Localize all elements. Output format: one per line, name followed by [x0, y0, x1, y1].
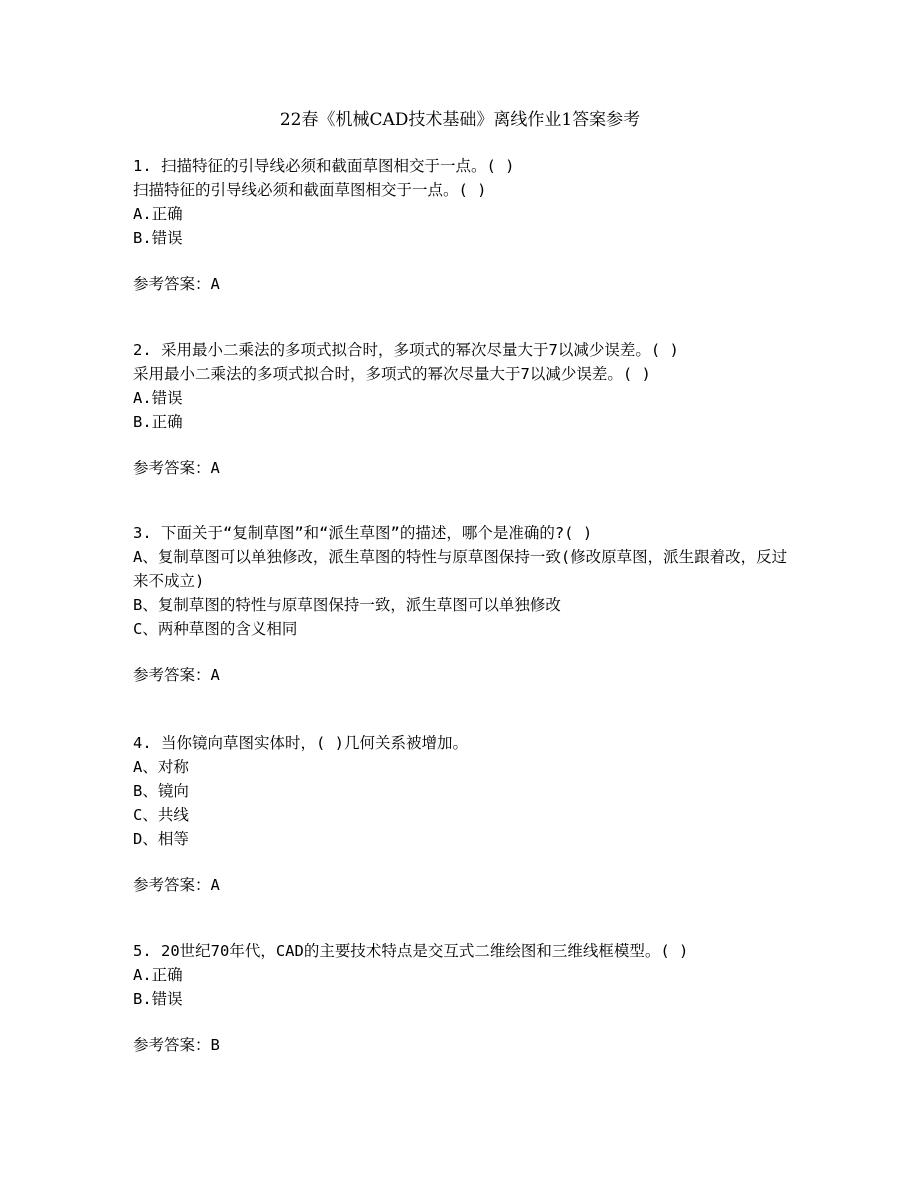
option-c: C、两种草图的含义相同: [133, 620, 298, 638]
question-block: [133, 154, 793, 296]
question-block: [133, 338, 793, 480]
option-a: A.错误: [133, 389, 183, 407]
option-b: B.错误: [133, 229, 183, 247]
question-block: [133, 939, 793, 1057]
question-stem: 4. 当你镜向草图实体时，( )几何关系被增加。: [133, 734, 468, 752]
question-block: [133, 731, 793, 897]
option-a: A、对称: [133, 758, 189, 776]
question-restatement: 扫描特征的引导线必须和截面草图相交于一点。( ): [133, 181, 487, 199]
option-a: A、复制草图可以单独修改，派生草图的特性与原草图保持一致(修改原草图，派生跟着改，反过来不成立): [133, 548, 788, 590]
question-stem: 5. 20世纪70年代，CAD的主要技术特点是交互式二维绘图和三维线框模型。( ): [133, 942, 689, 960]
question-stem: 2. 采用最小二乘法的多项式拟合时，多项式的幂次尽量大于7以减少误差。( ): [133, 341, 679, 359]
reference-answer: 参考答案：B: [133, 1036, 220, 1054]
option-c: C、共线: [133, 806, 189, 824]
reference-answer: 参考答案：A: [133, 275, 220, 293]
option-a: A.正确: [133, 966, 183, 984]
option-b: B、镜向: [133, 782, 189, 800]
reference-answer: 参考答案：A: [133, 666, 220, 684]
option-b: B.正确: [133, 413, 183, 431]
option-a: A.正确: [133, 205, 183, 223]
document-title: 22春《机械CAD技术基础》离线作业1答案参考: [279, 110, 641, 130]
option-b: B、复制草图的特性与原草图保持一致，派生草图可以单独修改: [133, 596, 561, 614]
question-stem: 3. 下面关于“复制草图”和“派生草图”的描述，哪个是准确的?( ): [133, 524, 593, 542]
option-b: B.错误: [133, 990, 183, 1008]
question-stem: 1. 扫描特征的引导线必须和截面草图相交于一点。( ): [133, 157, 515, 175]
question-restatement: 采用最小二乘法的多项式拟合时，多项式的幂次尽量大于7以减少误差。( ): [133, 365, 651, 383]
reference-answer: 参考答案：A: [133, 459, 220, 477]
reference-answer: 参考答案：A: [133, 876, 220, 894]
question-block: [133, 521, 793, 687]
option-d: D、相等: [133, 830, 189, 848]
